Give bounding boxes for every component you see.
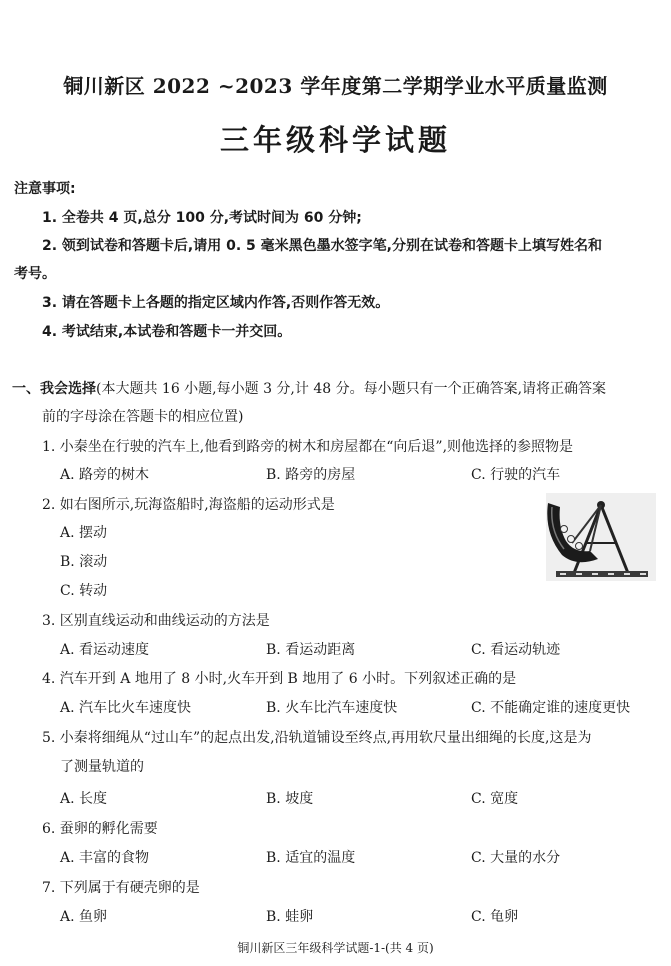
note-item: 4. 考试结束,本试卷和答题卡一并交回。 xyxy=(42,324,292,340)
option-a: A. 看运动速度 xyxy=(60,642,150,658)
option-b: B. 蛙卵 xyxy=(266,909,314,925)
section-instruction: (本大题共 16 小题,每小题 3 分,计 48 分。每小题只有一个正确答案,请将正确答案 xyxy=(96,381,607,397)
question-stem: 4. 汽车开到 A 地用了 8 小时,火车开到 B 地用了 6 小时。下列叙述正确的是 xyxy=(42,671,517,687)
option-b: B. 路旁的房屋 xyxy=(266,467,356,483)
option-a: A. 丰富的食物 xyxy=(60,850,150,866)
note-item: 1. 全卷共 4 页,总分 100 分,考试时间为 60 分钟; xyxy=(42,210,362,226)
option-c: C. 行驶的汽车 xyxy=(471,467,561,483)
option-b: B. 火车比汽车速度快 xyxy=(266,700,398,716)
question-stem: 3. 区别直线运动和曲线运动的方法是 xyxy=(42,613,270,629)
option-c: C. 大量的水分 xyxy=(471,850,561,866)
section-label: 一、我会选择 xyxy=(12,381,96,397)
option-c: C. 龟卵 xyxy=(471,909,519,925)
section-instruction-cont: 前的字母涂在答题卡的相应位置) xyxy=(42,409,244,425)
option-c: C. 宽度 xyxy=(471,791,519,807)
note-item: 考号。 xyxy=(14,266,56,282)
option-c: C. 转动 xyxy=(60,583,108,599)
question-stem: 5. 小秦将细绳从“过山车”的起点出发,沿轨道铺设至终点,再用软尺量出细绳的长度,这是为 xyxy=(42,730,592,746)
pirate-ship-icon xyxy=(546,493,656,581)
option-b: B. 看运动距离 xyxy=(266,642,356,658)
option-b: B. 坡度 xyxy=(266,791,314,807)
option-a: A. 汽车比火车速度快 xyxy=(60,700,192,716)
option-a: A. 路旁的树木 xyxy=(60,467,150,483)
page-footer: 铜川新区三年级科学试题-1-(共 4 页) xyxy=(237,941,434,955)
question-stem: 6. 蚕卵的孵化需要 xyxy=(42,821,158,837)
option-b: B. 滚动 xyxy=(60,554,108,570)
exam-name: 铜川新区 2022 ~2023 学年度第二学期学业水平质量监测 xyxy=(63,74,608,98)
option-a: A. 鱼卵 xyxy=(60,909,108,925)
note-item: 3. 请在答题卡上各题的指定区域内作答,否则作答无效。 xyxy=(42,295,390,311)
question-stem: 1. 小秦坐在行驶的汽车上,他看到路旁的树木和房屋都在“向后退”,则他选择的参照物是 xyxy=(42,439,574,455)
pirate-ship-figure xyxy=(546,493,656,581)
section-heading xyxy=(12,378,606,398)
option-a: A. 长度 xyxy=(60,791,108,807)
question-stem: 7. 下列属于有硬壳卵的是 xyxy=(42,880,200,896)
question-stem-cont: 了测量轨道的 xyxy=(60,759,144,775)
notes-heading: 注意事项: xyxy=(14,181,76,197)
option-b: B. 适宜的温度 xyxy=(266,850,356,866)
page-title: 三年级科学试题 xyxy=(219,123,451,157)
option-c: C. 不能确定谁的速度更快 xyxy=(471,700,631,716)
note-item: 2. 领到试卷和答题卡后,请用 0. 5 毫米黑色墨水签字笔,分别在试卷和答题卡上填写姓名和 xyxy=(42,238,602,254)
question-stem: 2. 如右图所示,玩海盗船时,海盗船的运动形式是 xyxy=(42,497,335,513)
option-c: C. 看运动轨迹 xyxy=(471,642,561,658)
option-a: A. 摆动 xyxy=(60,525,108,541)
